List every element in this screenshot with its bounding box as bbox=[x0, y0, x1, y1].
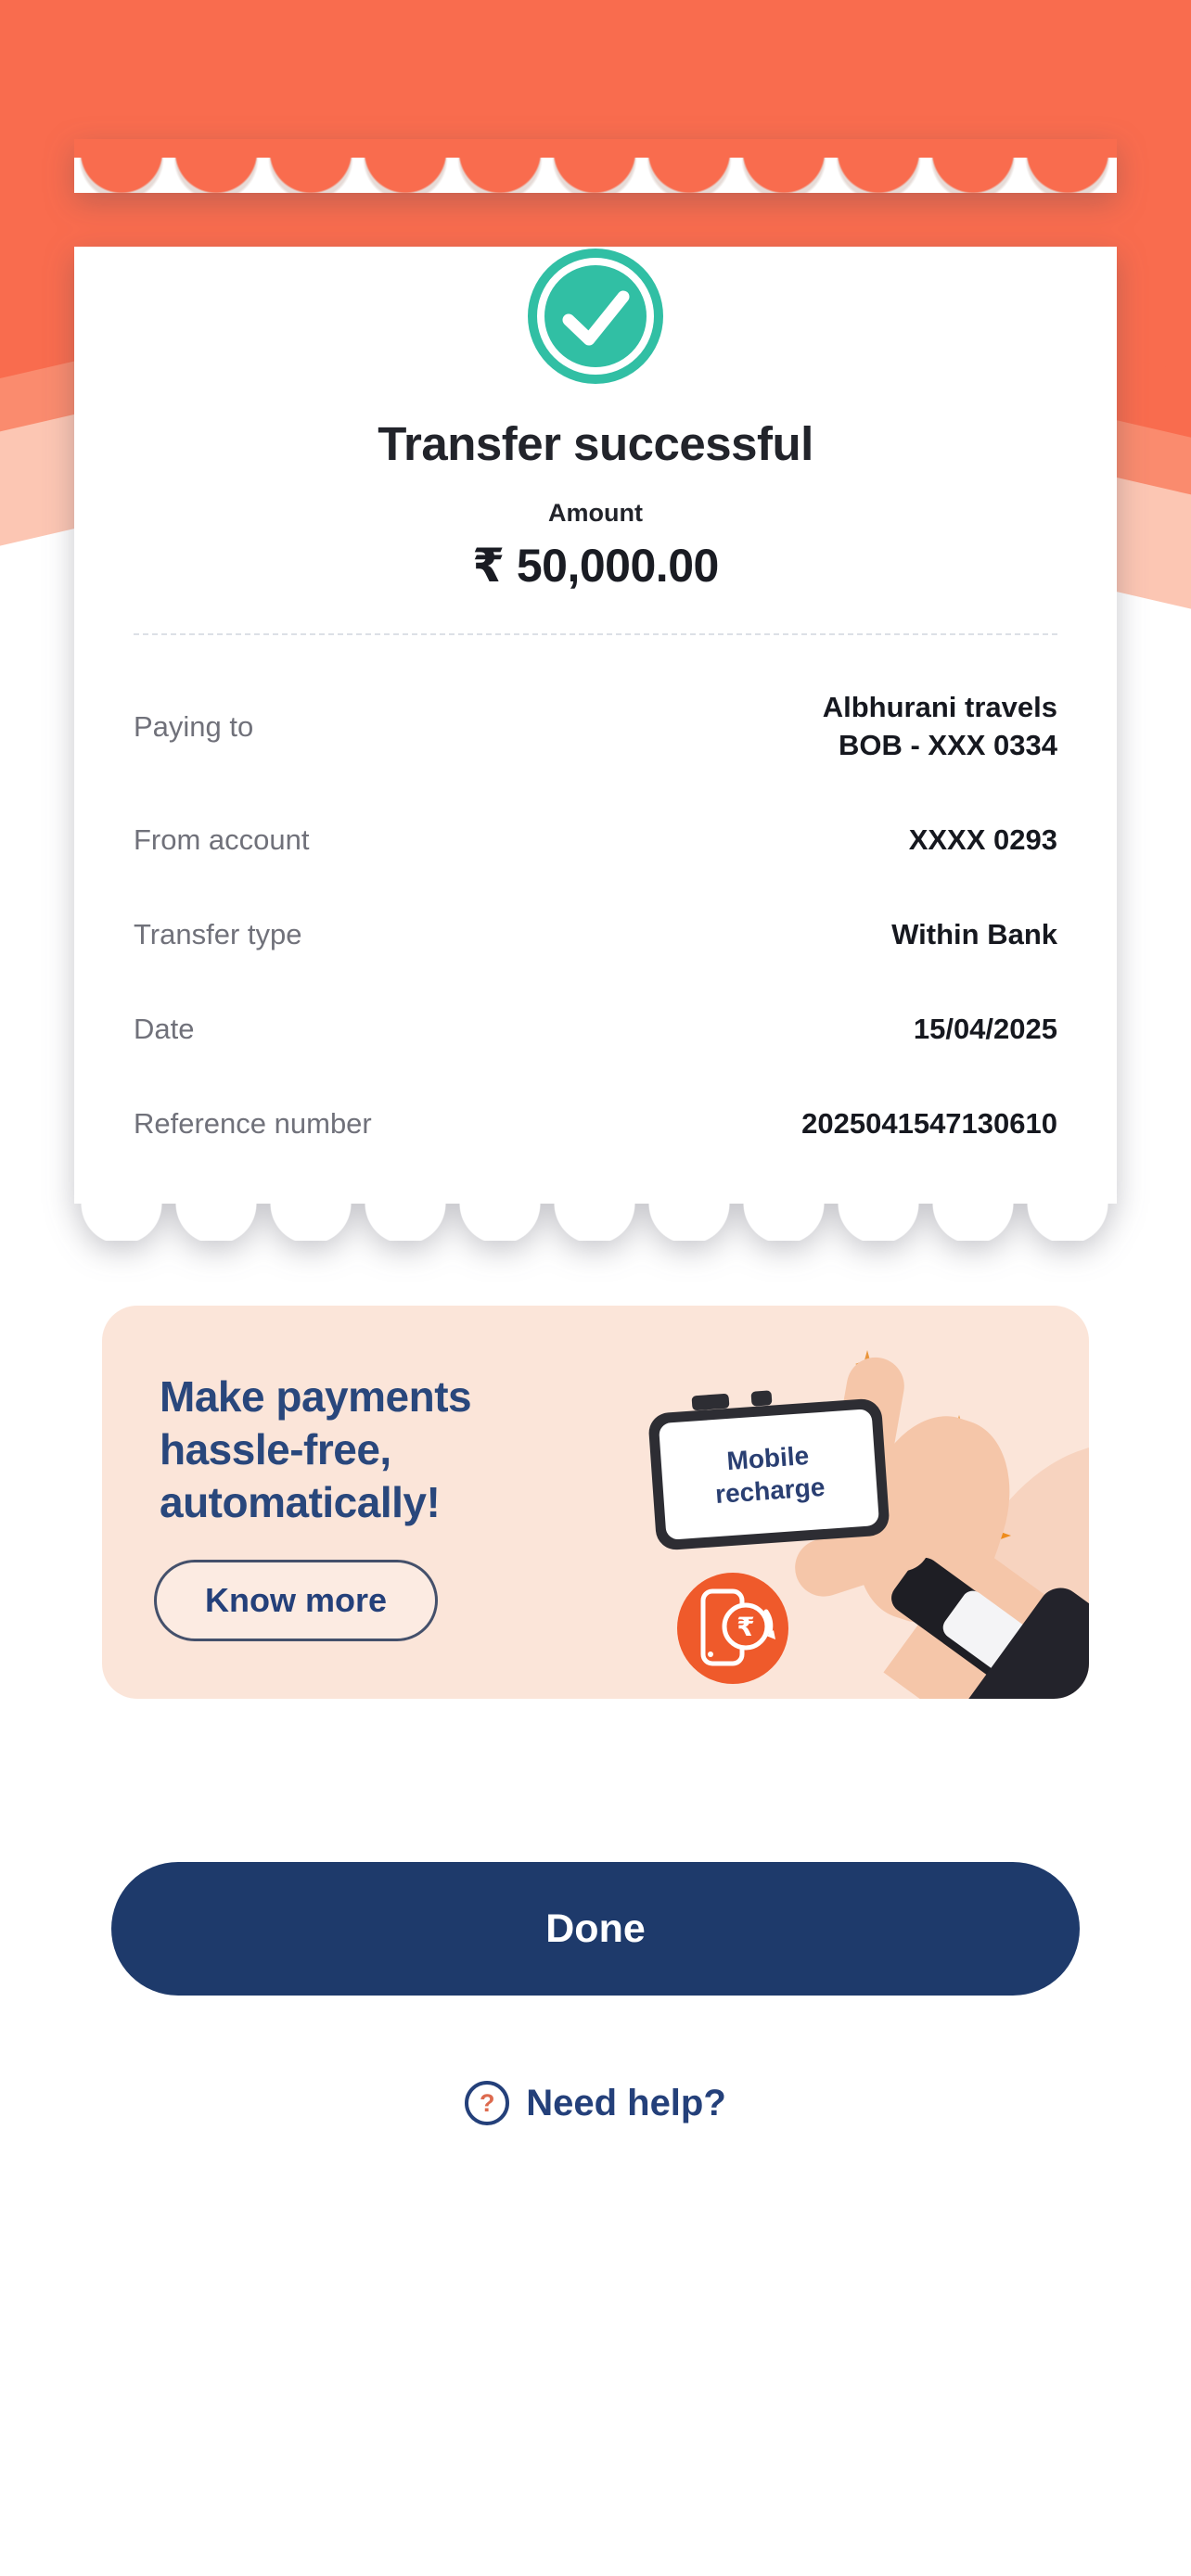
row-label: Reference number bbox=[134, 1106, 372, 1140]
receipt-scallop-bottom-edge bbox=[74, 1204, 1117, 1241]
need-help-label[interactable]: Need help? bbox=[526, 2082, 726, 2123]
receipt-row-transfer-type bbox=[134, 916, 1057, 954]
success-check-icon bbox=[526, 247, 665, 390]
row-value: 2025041547130610 bbox=[801, 1106, 1057, 1140]
receipt-row-from-account bbox=[134, 822, 1057, 860]
receipt-row-date bbox=[134, 1011, 1057, 1049]
receipt-card bbox=[74, 139, 1117, 1241]
row-label: Date bbox=[134, 1013, 195, 1046]
row-label: Paying to bbox=[134, 709, 254, 743]
receipt-row-paying-to bbox=[134, 689, 1057, 765]
phone-screen-line: recharge bbox=[714, 1472, 826, 1510]
status-title: Transfer successful bbox=[378, 417, 813, 470]
amount-label: Amount bbox=[548, 499, 643, 527]
banner-title bbox=[160, 1371, 471, 1529]
payee-name: Albhurani travels bbox=[822, 691, 1057, 723]
phone-screen bbox=[659, 1409, 879, 1540]
row-value: 15/04/2025 bbox=[913, 1012, 1057, 1045]
amount-value: ₹ 50,000.00 bbox=[472, 540, 719, 592]
done-button[interactable]: Done bbox=[111, 1862, 1080, 1996]
receipt-scallop-top-edge bbox=[74, 139, 1117, 193]
need-help-link[interactable] bbox=[0, 2081, 1191, 2125]
row-value bbox=[823, 689, 1057, 765]
payee-account: BOB - XXX 0334 bbox=[838, 728, 1057, 761]
receipt-row-reference-number bbox=[134, 1105, 1057, 1143]
mobile-recharge-rupee-icon bbox=[677, 1573, 788, 1684]
row-label: Transfer type bbox=[134, 918, 302, 951]
row-label: From account bbox=[134, 823, 310, 857]
row-value: Within Bank bbox=[891, 917, 1057, 950]
promo-banner-autopay[interactable] bbox=[102, 1306, 1089, 1699]
row-value: XXXX 0293 bbox=[908, 823, 1057, 856]
banner-title-line: hassle-free, bbox=[160, 1425, 391, 1474]
phone-illustration bbox=[647, 1397, 890, 1550]
know-more-button[interactable]: Know more bbox=[154, 1560, 438, 1641]
phone-button bbox=[750, 1390, 772, 1406]
dashed-divider bbox=[134, 633, 1057, 635]
banner-title-line: automatically! bbox=[160, 1478, 441, 1527]
receipt-details bbox=[134, 689, 1057, 1142]
question-mark-circle-icon[interactable]: ? bbox=[465, 2081, 509, 2125]
svg-text:₹: ₹ bbox=[736, 1613, 755, 1641]
phone-screen-line: Mobile bbox=[725, 1440, 811, 1476]
banner-title-line: Make payments bbox=[160, 1372, 472, 1421]
